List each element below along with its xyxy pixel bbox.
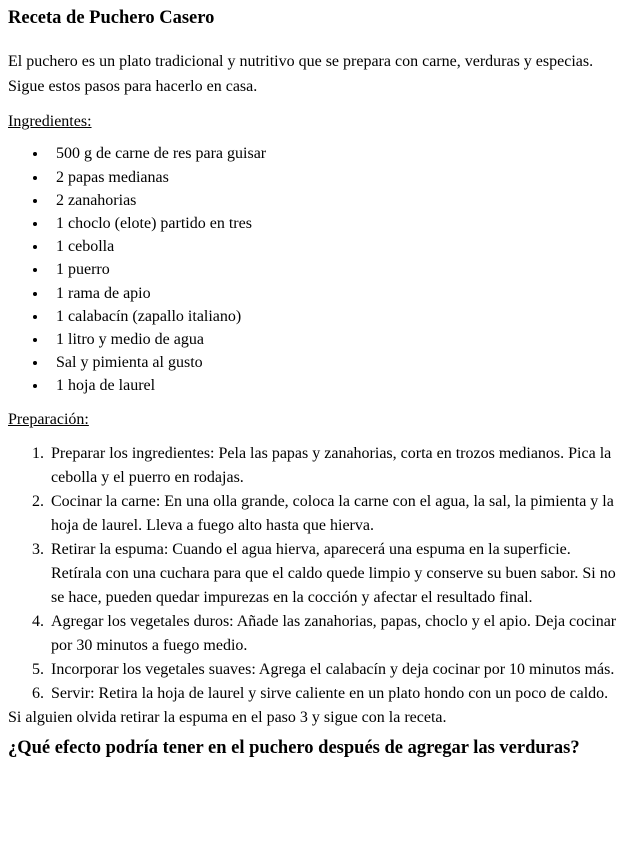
preparation-step: 1. Preparar los ingredientes: Pela las papas y zanahorias, corta en trozos medianos. Pica la cebolla y el puerro en rodajas. (48, 442, 617, 490)
preparation-step: 6. Servir: Retira la hoja de laurel y sirve caliente en un plato hondo con un poco de caldo. (48, 682, 617, 706)
ingredients-heading-text: Ingredientes: (8, 112, 92, 130)
document-title: Receta de Puchero Casero (8, 8, 215, 28)
preparation-step: 5. Incorporar los vegetales suaves: Agrega el calabacín y deja cocinar por 10 minutos más. (48, 658, 617, 682)
question-heading: ¿Qué efecto podría tener en el puchero después de agregar las verduras? (8, 738, 580, 759)
ingredient-item: • 1 rama de apio (48, 282, 617, 305)
ingredient-item: • Sal y pimienta al gusto (48, 351, 617, 374)
ingredient-item: • 1 cebolla (48, 235, 617, 258)
note-paragraph: Si alguien olvida retirar la espuma en el paso 3 y sigue con la receta. (8, 709, 447, 727)
preparation-steps-list (8, 442, 617, 706)
ingredient-item: • 500 g de carne de res para guisar (48, 142, 617, 165)
ingredient-item: • 1 choclo (elote) partido en tres (48, 212, 617, 235)
preparation-step: 4. Agregar los vegetales duros: Añade las zanahorias, papas, choclo y el apio. Deja cocinar por 30 minutos a fuego medio. (48, 610, 617, 658)
preparation-step: 2. Cocinar la carne: En una olla grande, coloca la carne con el agua, la sal, la pimienta y la hoja de laurel. Lleva a fuego alto hasta que hierva. (48, 490, 617, 538)
ingredient-item: • 1 puerro (48, 258, 617, 281)
ingredient-item: • 1 litro y medio de agua (48, 328, 617, 351)
ingredients-list (8, 142, 617, 397)
ingredient-item: • 1 calabacín (zapallo italiano) (48, 305, 617, 328)
preparation-section-heading (8, 408, 617, 433)
preparation-heading-text: Preparación: (8, 410, 89, 428)
ingredient-item: • 1 hoja de laurel (48, 374, 617, 397)
ingredients-section-heading (8, 110, 617, 135)
intro-paragraph: El puchero es un plato tradicional y nutritivo que se prepara con carne, verduras y especias. Sigue estos pasos para hacerlo en casa. (8, 53, 594, 95)
ingredient-item: • 2 papas medianas (48, 166, 617, 189)
preparation-step: 3. Retirar la espuma: Cuando el agua hierva, aparecerá una espuma en la superficie. Retírala con una cuchara para que el caldo quede limpio y conserve su buen sabor. Si no se hace, pueden quedar impurezas en la cocción y afectar el resultado final. (48, 538, 617, 610)
ingredient-item: • 2 zanahorias (48, 189, 617, 212)
